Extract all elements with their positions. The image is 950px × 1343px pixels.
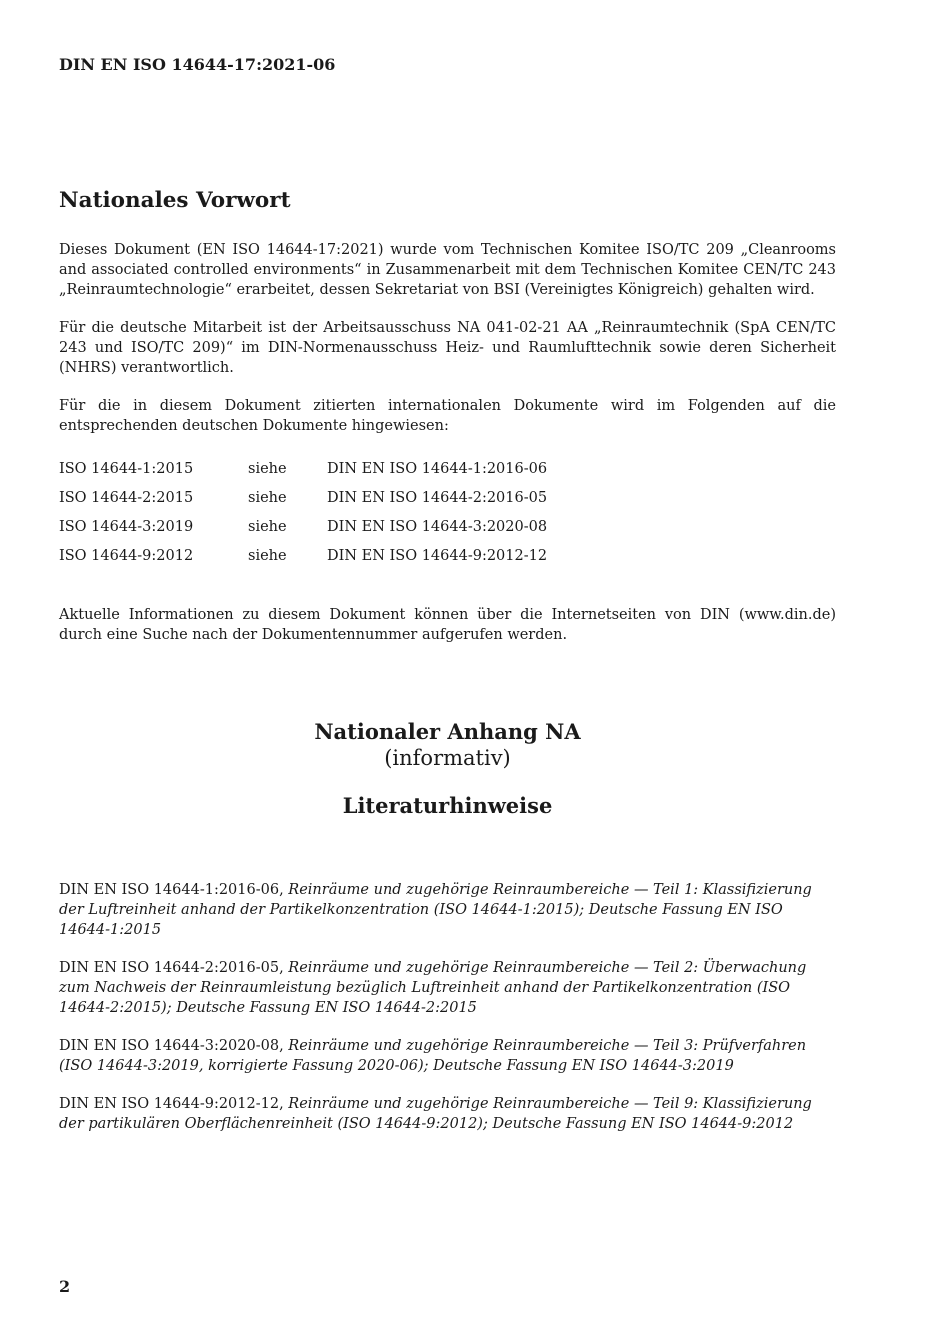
reference-iso: ISO 14644-2:2015 [59,490,194,506]
document-code-header: DIN EN ISO 14644-17:2021-06 [59,55,336,74]
bibliography-code: DIN EN ISO 14644-9:2012-12, [59,1096,284,1112]
reference-din: DIN EN ISO 14644-1:2016-06 [327,461,548,477]
bibliography-code: DIN EN ISO 14644-3:2020-08, [59,1038,284,1054]
bibliography-item [59,1036,836,1076]
bibliography-title: Reinräume und zugehörige Reinraumbereiche — Teil 1: Klassifizierung der Luftreinheit anhand der Partikelkonzentration (ISO 14644-1:2015); Deutsche Fassung EN ISO 14644-1:2015 [59,882,812,938]
bibliography-code: DIN EN ISO 14644-1:2016-06, [59,882,284,898]
reference-see: siehe [248,519,287,535]
bibliography-list [59,880,836,1152]
bibliography-code: DIN EN ISO 14644-2:2016-05, [59,960,284,976]
foreword-paragraph-2: Für die deutsche Mitarbeit ist der Arbeitsausschuss NA 041-02-21 AA „Reinraumtechnik (SpA CEN/TC 243 und ISO/TC 209)“ im DIN-Normenausschuss Heiz- und Raumlufttechnik sowie deren Sicherheit (NHRS) verantwortlich. [59,320,836,376]
reference-table [59,459,547,575]
bibliography-title: Reinräume und zugehörige Reinraumbereiche — Teil 9: Klassifizierung der partikulären Oberflächenreinheit (ISO 14644-9:2012); Deutsche Fassung EN ISO 14644-9:2012 [59,1096,812,1132]
reference-row [59,488,547,517]
annex-heading-block [59,718,836,820]
reference-see: siehe [248,490,287,506]
bibliography-item [59,1094,836,1134]
annex-subtitle: (informativ) [384,746,511,770]
reference-see: siehe [248,548,287,564]
bibliography-item [59,958,836,1018]
reference-row [59,517,547,546]
reference-iso: ISO 14644-3:2019 [59,519,194,535]
bibliography-title: Reinräume und zugehörige Reinraumbereiche — Teil 3: Prüfverfahren (ISO 14644-3:2019, korrigierte Fassung 2020-06); Deutsche Fassung EN ISO 14644-3:2019 [59,1038,807,1074]
annex-title: Nationaler Anhang NA [314,719,581,744]
page-number: 2 [59,1277,71,1296]
foreword-paragraph-1: Dieses Dokument (EN ISO 14644-17:2021) wurde vom Technischen Komitee ISO/TC 209 „Cleanrooms and associated controlled environments“ in Zusammenarbeit mit dem Technischen Komitee CEN/TC 243 „Reinraumtechnologie“ erarbeitet, dessen Sekretariat von BSI (Vereinigtes Königreich) gehalten wird. [59,242,836,298]
literature-title: Literaturhinweise [342,793,553,818]
reference-din: DIN EN ISO 14644-9:2012-12 [327,548,548,564]
foreword-paragraph-4: Aktuelle Informationen zu diesem Dokument können über die Internetseiten von DIN (www.din.de) durch eine Suche nach der Dokumentennummer aufgerufen werden. [59,607,836,643]
reference-din: DIN EN ISO 14644-2:2016-05 [327,490,548,506]
reference-row [59,459,547,488]
foreword-title: Nationales Vorwort [59,188,291,213]
reference-see: siehe [248,461,287,477]
foreword-paragraph-3: Für die in diesem Dokument zitierten internationalen Dokumente wird im Folgenden auf die entsprechenden deutschen Dokumente hingewiesen: [59,398,836,434]
reference-iso: ISO 14644-9:2012 [59,548,194,564]
reference-iso: ISO 14644-1:2015 [59,461,194,477]
bibliography-title: Reinräume und zugehörige Reinraumbereiche — Teil 2: Überwachung zum Nachweis der Reinraumleistung bezüglich Luftreinheit anhand der Partikelkonzentration (ISO 14644-2:2015); Deutsche Fassung EN ISO 14644-2:2015 [59,960,807,1016]
reference-row [59,546,547,575]
bibliography-item [59,880,836,940]
reference-din: DIN EN ISO 14644-3:2020-08 [327,519,548,535]
document-page [59,0,836,1343]
